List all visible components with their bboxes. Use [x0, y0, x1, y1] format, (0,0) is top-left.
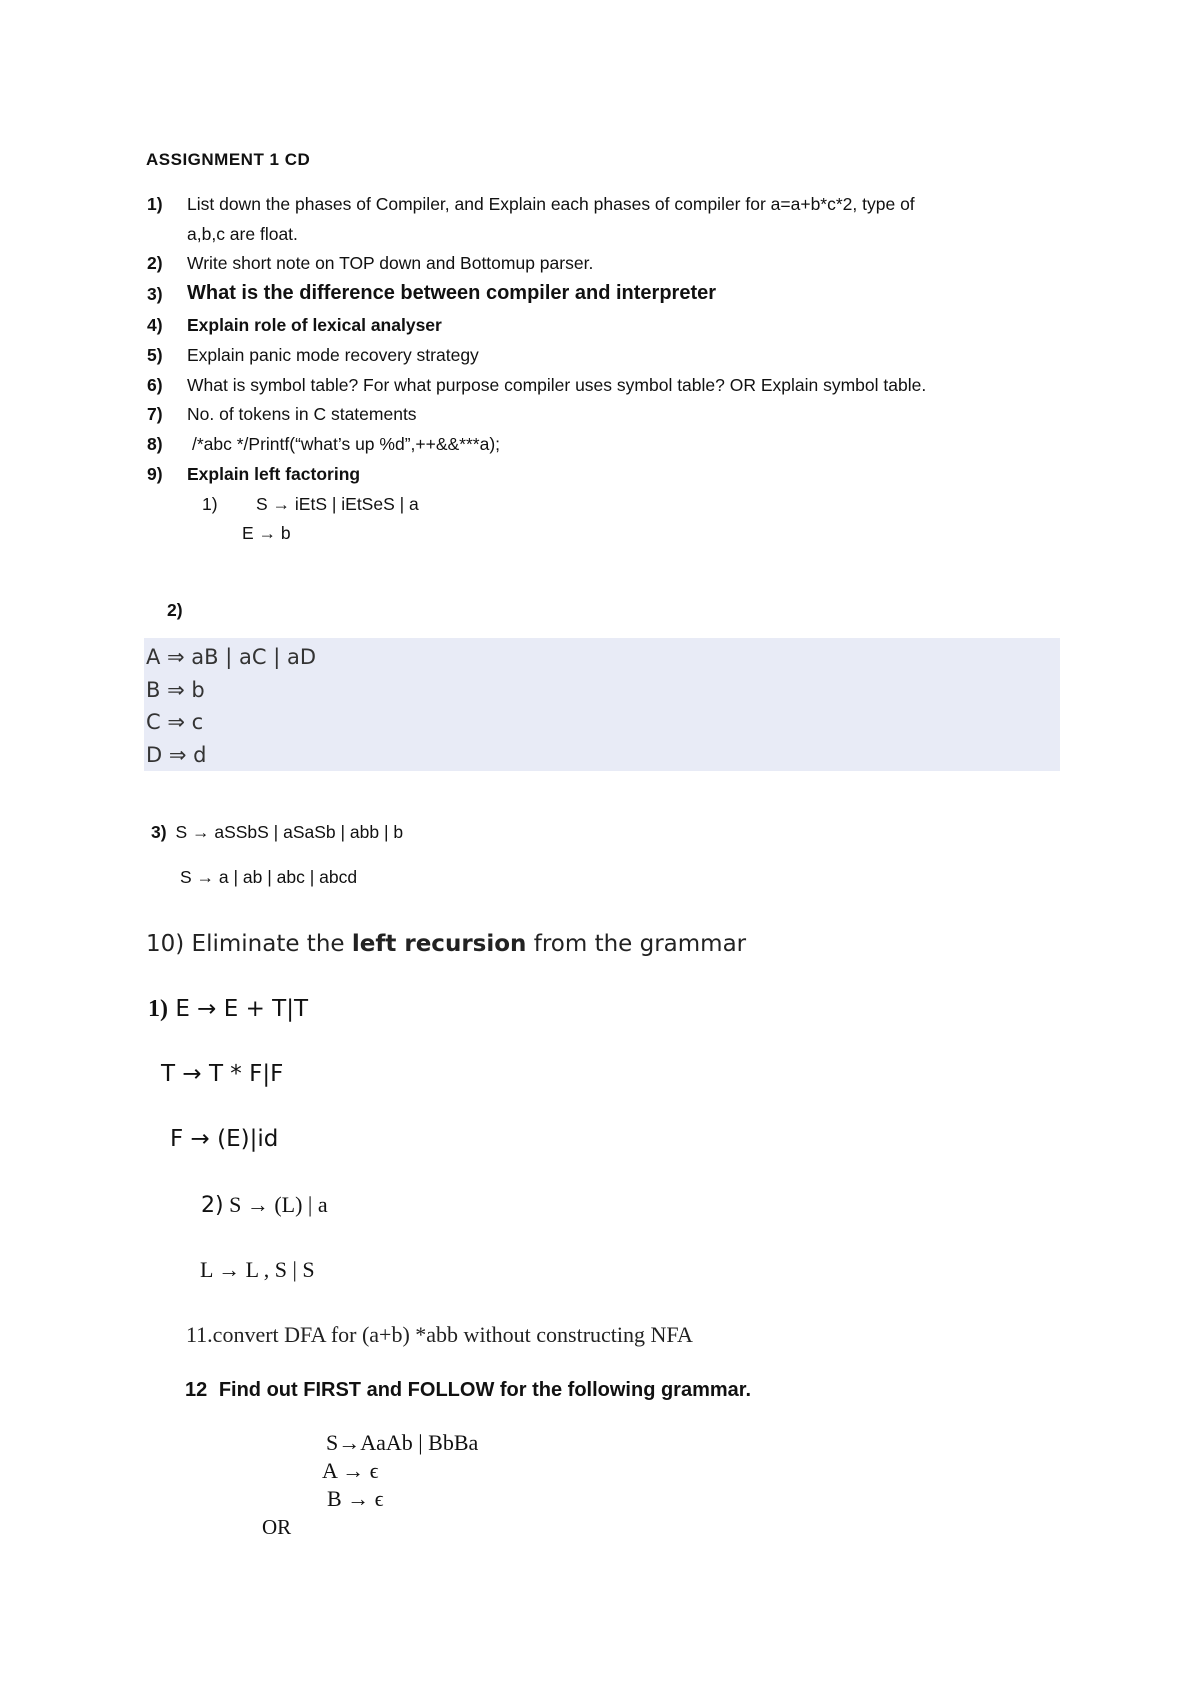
- q12-post: for the following grammar.: [494, 1379, 752, 1401]
- grammar-line: E → E + T|T: [175, 996, 309, 1022]
- grammar-line: D ⇒ d: [146, 743, 207, 767]
- question-text: List down the phases of Compiler, and Explain each phases of compiler for a=a+b*c*2, type of: [187, 194, 915, 214]
- question-number: 7): [147, 404, 163, 424]
- question-text: Explain: [187, 464, 255, 484]
- left-factoring-sub1-line1: S → iEtS | iEtSeS | a: [256, 494, 419, 514]
- left-factoring-sub3-line2: S → a | ab | abc | abcd: [180, 867, 358, 887]
- q12-or: OR: [262, 1515, 292, 1539]
- q10-prefix: 10) Eliminate the: [146, 931, 352, 957]
- question-text: Write short note on TOP down and Bottomup parser.: [187, 253, 594, 273]
- question-text: No. of tokens in C statements: [187, 404, 417, 424]
- q12-number: 12: [185, 1379, 208, 1401]
- question-5: [147, 345, 479, 366]
- question-text: Explain role of lexical analyser: [187, 315, 442, 335]
- left-factoring-sub1-number: 1): [202, 494, 218, 514]
- question-3: [147, 282, 717, 305]
- q10-grammar2-line2: L → L , S | S: [200, 1257, 315, 1282]
- q12-grammar-line3: B → ϵ: [327, 1486, 384, 1511]
- left-factoring-sub3: [151, 822, 403, 843]
- q10-grammar1-line2: T → T * F|F: [161, 1061, 284, 1087]
- question-12: [185, 1379, 751, 1402]
- question-8: [147, 434, 501, 455]
- left-factoring-sub1-line2: E → b: [242, 523, 291, 543]
- sub3-label: 3): [151, 822, 167, 842]
- page-title: ASSIGNMENT 1 CD: [146, 150, 311, 169]
- q10-grammar1-line3: F → (E)|id: [170, 1126, 279, 1152]
- grammar-line: B ⇒ b: [146, 678, 205, 702]
- question-text-bold: left factoring: [254, 464, 361, 484]
- q10-grammar2-number: 2): [201, 1193, 224, 1218]
- grammar-line: A ⇒ aB | aC | aD: [146, 645, 317, 669]
- question-text: Explain panic mode recovery strategy: [187, 345, 479, 365]
- question-number: 8): [147, 434, 163, 454]
- left-factoring-sub2-label: 2): [167, 600, 183, 620]
- question-text: /*abc */Printf(“what’s up %d”,++&&***a);: [192, 434, 501, 454]
- q10-grammar1-line1: [148, 996, 308, 1023]
- question-1-continued: a,b,c are float.: [187, 224, 298, 244]
- question-1: [147, 194, 915, 215]
- question-6: [147, 375, 927, 396]
- question-text: What is the difference between compiler and interpreter: [187, 282, 717, 304]
- grammar-shaded-block: [144, 638, 1060, 771]
- q12-pre: Find out: [218, 1379, 304, 1401]
- question-number: 1): [147, 194, 163, 214]
- question-2: [147, 253, 594, 274]
- q12-grammar-line2: A → ϵ: [322, 1458, 379, 1483]
- question-10: [146, 931, 746, 957]
- q10-suffix: from the grammar: [526, 931, 747, 957]
- grammar-line: S → (L) | a: [229, 1192, 328, 1217]
- q12-bold: FIRST and FOLLOW: [303, 1379, 495, 1401]
- question-number: 2): [147, 253, 163, 273]
- q10-bold: left recursion: [351, 931, 527, 957]
- grammar-line: C ⇒ c: [146, 710, 204, 734]
- question-9: [147, 464, 361, 485]
- q12-grammar-line1: S→AaAb | BbBa: [326, 1430, 479, 1455]
- sub3-line1: S → aSSbS | aSaSb | abb | b: [175, 822, 404, 842]
- question-number: 6): [147, 375, 163, 395]
- q10-grammar2-line1: [201, 1192, 328, 1218]
- question-7: [147, 404, 417, 425]
- question-text: What is symbol table? For what purpose compiler uses symbol table? OR Explain symbol table.: [187, 375, 927, 395]
- question-number: 9): [147, 464, 163, 484]
- question-number: 4): [147, 315, 163, 335]
- question-11: 11.convert DFA for (a+b) *abb without constructing NFA: [186, 1322, 693, 1347]
- question-4: [147, 315, 442, 336]
- question-number: 3): [147, 284, 163, 304]
- question-number: 5): [147, 345, 163, 365]
- q10-grammar1-number: 1): [148, 996, 168, 1022]
